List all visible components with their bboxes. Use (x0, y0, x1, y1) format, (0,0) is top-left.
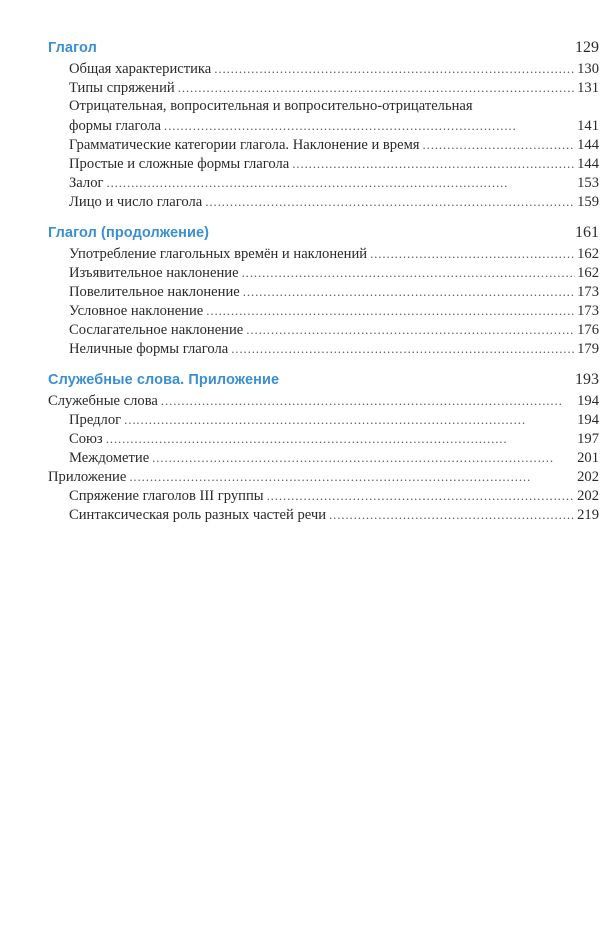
section-page-number: 161 (575, 224, 599, 241)
toc-entry[interactable] (48, 448, 599, 467)
dot-leader (242, 263, 576, 282)
dot-leader (206, 301, 575, 320)
toc-entry[interactable] (48, 410, 599, 429)
entry-title: Условное наклонение (69, 303, 204, 319)
toc-entry[interactable] (48, 244, 599, 263)
entry-title: Спряжение глаголов III группы (69, 488, 264, 504)
toc-entry[interactable] (48, 505, 599, 524)
entry-title: Лицо и число глагола (69, 194, 203, 210)
entry-page-number: 201 (577, 450, 599, 466)
entry-page-number: 179 (577, 341, 599, 357)
dot-leader (243, 282, 575, 301)
entry-page-number: 159 (577, 194, 599, 210)
toc-entry[interactable] (48, 97, 599, 135)
entry-page-number: 162 (577, 265, 599, 281)
dot-leader (178, 78, 575, 97)
section-header[interactable] (48, 37, 599, 59)
entry-page-number: 202 (577, 488, 599, 504)
toc-entry[interactable] (48, 154, 599, 173)
dot-leader (124, 410, 575, 429)
entry-title: Залог (69, 175, 104, 191)
toc-entry[interactable] (48, 173, 599, 192)
section-title: Глагол (продолжение) (48, 225, 210, 241)
dot-leader (205, 192, 575, 211)
entry-page-number: 162 (577, 246, 599, 262)
toc-entry[interactable] (48, 339, 599, 358)
toc-entry[interactable] (48, 429, 599, 448)
toc-entry[interactable] (48, 59, 599, 78)
dot-leader (152, 448, 575, 467)
section-page-number: 129 (575, 39, 599, 56)
toc-entry[interactable] (48, 467, 599, 486)
entry-title: Типы спряжений (69, 80, 175, 96)
entry-title: Междометие (69, 450, 150, 466)
toc-section (48, 369, 599, 524)
entry-title: Общая характеристика (69, 61, 212, 77)
dot-leader (423, 135, 576, 154)
dot-leader (214, 59, 575, 78)
entry-title: Служебные слова (48, 393, 158, 409)
entry-page-number: 144 (577, 156, 599, 172)
dot-leader (246, 320, 575, 339)
entry-title: Отрицательная, вопросительная и вопросительно-отрицательная (69, 98, 473, 114)
entry-page-number: 194 (577, 393, 599, 409)
entry-page-number: 173 (577, 284, 599, 300)
entry-page-number: 197 (577, 431, 599, 447)
entry-title: Синтаксическая роль разных частей речи (69, 507, 327, 523)
entry-title: Неличные формы глагола (69, 341, 229, 357)
entry-page-number: 202 (577, 469, 599, 485)
entry-title: Приложение (48, 469, 127, 485)
section-title: Служебные слова. Приложение (48, 372, 280, 388)
dot-leader (164, 116, 575, 135)
entry-title: Грамматические категории глагола. Наклонение и время (69, 137, 420, 153)
dot-leader (129, 467, 575, 486)
entry-page-number: 131 (577, 80, 599, 96)
dot-leader (292, 154, 575, 173)
entry-page-number: 173 (577, 303, 599, 319)
toc-section (48, 222, 599, 358)
dot-leader (267, 486, 576, 505)
section-header[interactable] (48, 222, 599, 244)
entry-title: Простые и сложные формы глагола (69, 156, 290, 172)
toc-entry[interactable] (48, 391, 599, 410)
toc-entry[interactable] (48, 301, 599, 320)
entry-page-number: 219 (577, 507, 599, 523)
dot-leader (329, 505, 575, 524)
dot-leader (106, 173, 575, 192)
entry-page-number: 144 (577, 137, 599, 153)
entry-page-number: 130 (577, 61, 599, 77)
dot-leader (106, 429, 575, 448)
toc-entry[interactable] (48, 486, 599, 505)
toc-entry[interactable] (48, 78, 599, 97)
dot-leader (231, 339, 575, 358)
section-header[interactable] (48, 369, 599, 391)
entry-page-number: 153 (577, 175, 599, 191)
entry-title: Сослагательное наклонение (69, 322, 244, 338)
table-of-contents (48, 37, 599, 535)
entry-page-number: 141 (577, 118, 599, 134)
toc-entry[interactable] (48, 263, 599, 282)
entry-page-number: 176 (577, 322, 599, 338)
entry-title: Союз (69, 431, 103, 447)
entry-title: Повелительное наклонение (69, 284, 240, 300)
dot-leader (161, 391, 575, 410)
section-title: Глагол (48, 40, 97, 56)
toc-entry[interactable] (48, 135, 599, 154)
toc-section (48, 37, 599, 211)
toc-entry[interactable] (48, 320, 599, 339)
entry-title: Изъявительное наклонение (69, 265, 239, 281)
toc-entry[interactable] (48, 282, 599, 301)
entry-title: Предлог (69, 412, 122, 428)
entry-page-number: 194 (577, 412, 599, 428)
toc-entry[interactable] (48, 192, 599, 211)
dot-leader (370, 244, 575, 263)
entry-title: Употребление глагольных времён и наклонений (69, 246, 368, 262)
section-page-number: 193 (575, 371, 599, 388)
entry-title-continued: формы глагола (69, 118, 162, 134)
